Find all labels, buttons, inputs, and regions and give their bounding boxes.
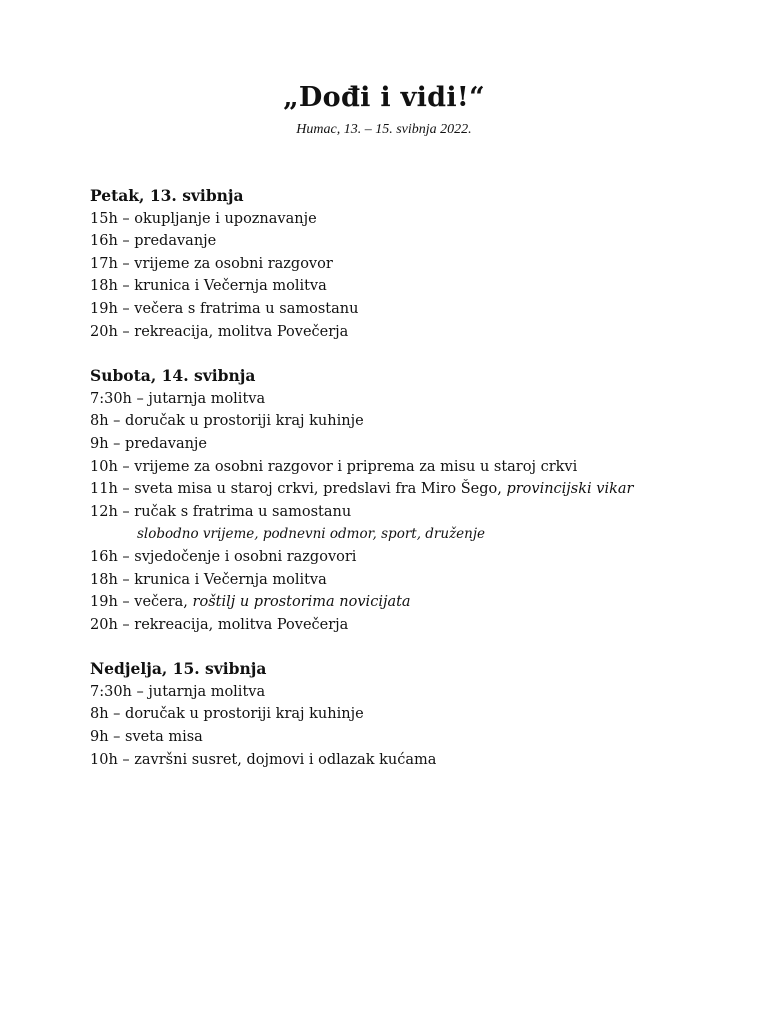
schedule-item: [90, 726, 730, 749]
schedule-item-text: 20h – rekreacija, molitva Povečerja: [90, 323, 349, 340]
schedule-item: [90, 614, 730, 637]
schedule-item-text: 7:30h – jutarnja molitva: [90, 390, 266, 407]
schedule-item-text: 18h – krunica i Večernja molitva: [90, 571, 327, 588]
schedule-item: [90, 681, 730, 704]
day-section: [90, 658, 730, 771]
schedule-item-text: 19h – večera s fratrima u samostanu: [90, 300, 359, 317]
schedule-item: [90, 388, 730, 411]
schedule-note: [90, 523, 730, 546]
schedule-item: [90, 501, 730, 524]
schedule-item-text: 7:30h – jutarnja molitva: [90, 683, 266, 700]
schedule-item-text: 18h – krunica i Večernja molitva: [90, 278, 327, 295]
schedule-item: [90, 569, 730, 592]
schedule-item-text: 9h – sveta misa: [90, 729, 203, 746]
schedule-item-text: 20h – rekreacija, molitva Povečerja: [90, 616, 349, 633]
document-subtitle: Humac, 13. – 15. svibnja 2022.: [296, 122, 472, 137]
day-heading: Petak, 13. svibnja: [90, 186, 244, 205]
day-section: [90, 365, 730, 636]
schedule-item-text: 8h – doručak u prostoriji kraj kuhinje: [90, 706, 364, 723]
schedule-item: [90, 275, 730, 298]
schedule-item: [90, 591, 730, 614]
schedule-item: [90, 298, 730, 321]
schedule-item-text: 8h – doručak u prostoriji kraj kuhinje: [90, 413, 364, 430]
day-heading: Subota, 14. svibnja: [90, 366, 256, 386]
schedule-item: [90, 546, 730, 569]
day-section: [90, 185, 730, 343]
schedule-item: [90, 703, 730, 726]
schedule-item-text: 10h – vrijeme za osobni razgovor i priprema za misu u staroj crkvi: [90, 458, 578, 475]
schedule-item: [90, 478, 730, 501]
schedule-item-text: 11h – sveta misa u staroj crkvi, predslavi fra Miro Šego,: [90, 481, 507, 498]
day-heading: Nedjelja, 15. svibnja: [90, 659, 267, 679]
schedule: [90, 185, 730, 793]
schedule-item: [90, 410, 730, 433]
schedule-item-text: 17h – vrijeme za osobni razgovor: [90, 255, 333, 272]
schedule-item-text: 9h – predavanje: [90, 435, 208, 452]
schedule-item-emphasis: roštilj u prostorima novicijata: [192, 594, 411, 611]
schedule-item-text: 19h – večera,: [90, 594, 193, 611]
schedule-item: [90, 749, 730, 772]
schedule-item-emphasis: provincijski vikar: [506, 481, 634, 498]
schedule-item-text: 15h – okupljanje i upoznavanje: [90, 210, 317, 227]
schedule-item: [90, 433, 730, 456]
schedule-item-text: slobodno vrijeme, podnevni odmor, sport, druženje: [137, 526, 486, 543]
document-title: „Dođi i vidi!“: [283, 82, 485, 113]
schedule-item-text: 16h – svjedočenje i osobni razgovori: [90, 548, 357, 565]
schedule-item: [90, 208, 730, 231]
schedule-item-text: 16h – predavanje: [90, 233, 217, 250]
schedule-item: [90, 230, 730, 253]
schedule-item: [90, 456, 730, 479]
schedule-item: [90, 321, 730, 344]
schedule-item: [90, 253, 730, 276]
schedule-item-text: 10h – završni susret, dojmovi i odlazak kućama: [90, 751, 437, 768]
schedule-item-text: 12h – ručak s fratrima u samostanu: [90, 503, 352, 520]
